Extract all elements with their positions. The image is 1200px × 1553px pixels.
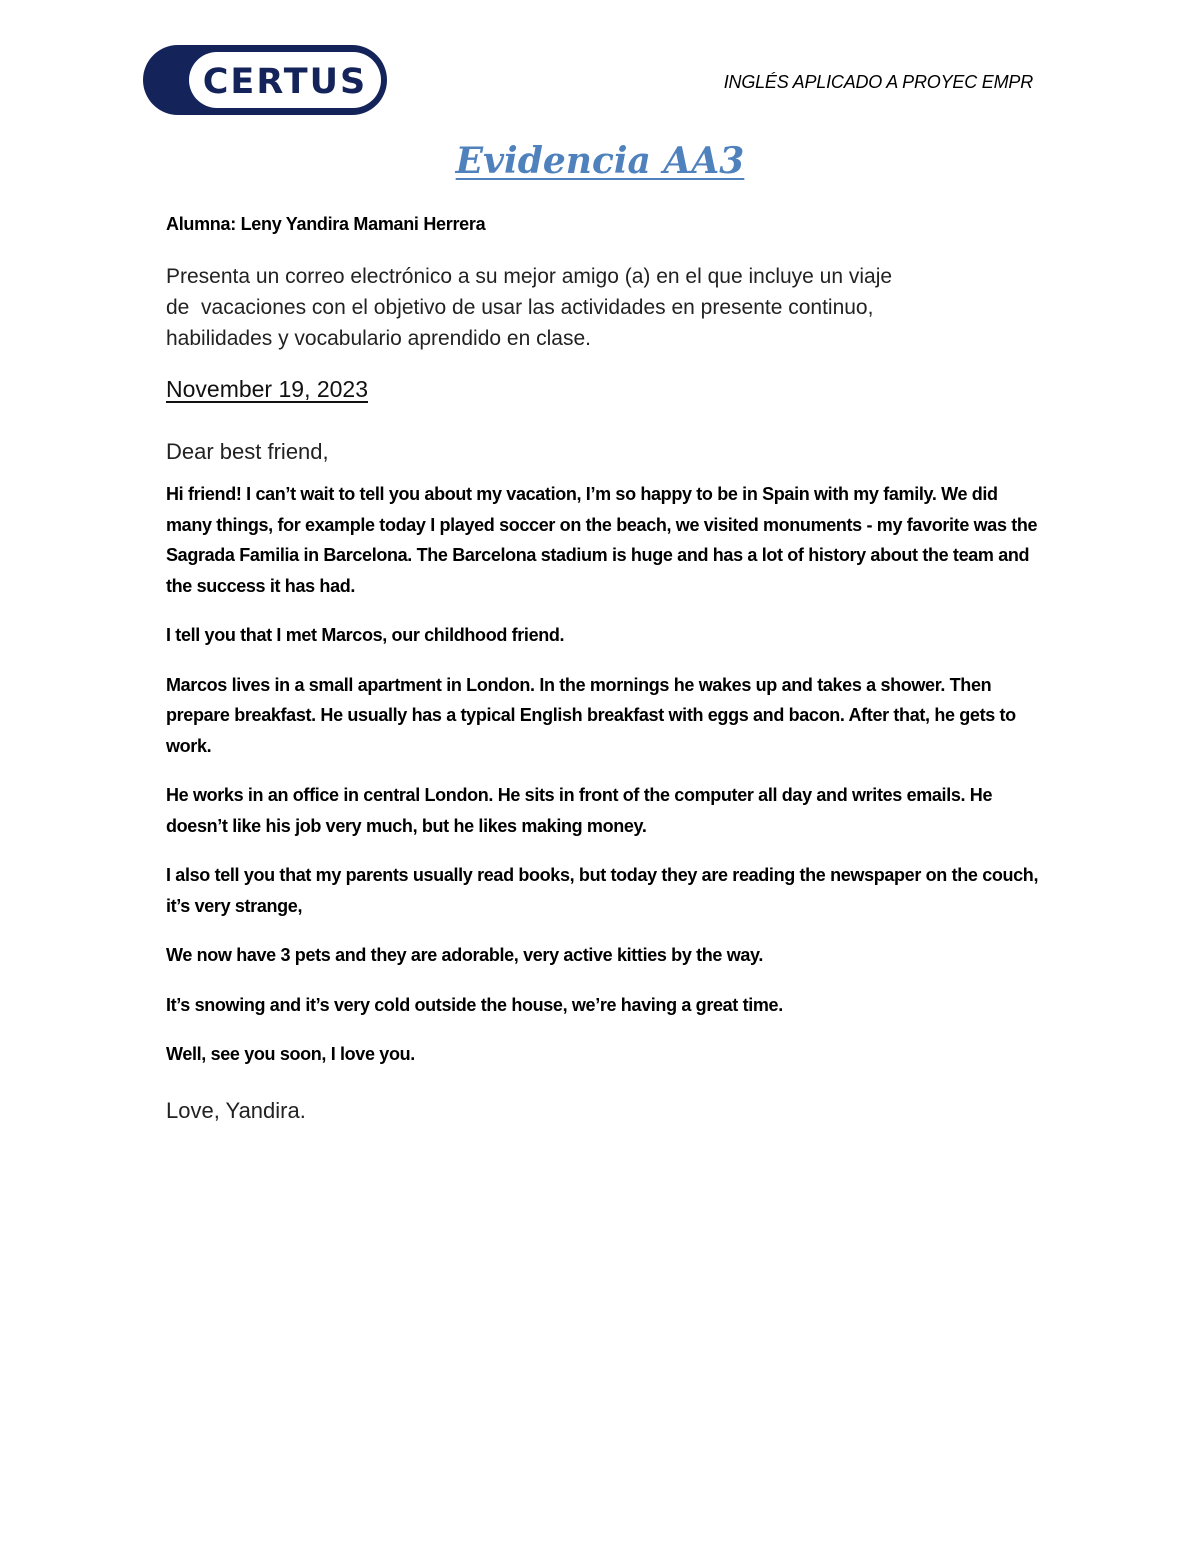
student-name: Alumna: Leny Yandira Mamani Herrera bbox=[166, 214, 486, 234]
body-paragraph: Hi friend! I can’t wait to tell you about my vacation, I’m so happy to be in Spain with my family. We did many things, for example today I played soccer on the beach, we visited monuments - my favorite was the Sagrada Familia in Barcelona. The Barcelona stadium is huge and has a lot of history about the team and the success it has had. bbox=[166, 484, 1038, 596]
svg-text:CERTUS: CERTUS bbox=[202, 62, 368, 102]
letter-signoff: Love, Yandira. bbox=[166, 1098, 306, 1123]
body-paragraph: He works in an office in central London. He sits in front of the computer all day and writes emails. He doesn’t like his job very much, but he likes making money. bbox=[166, 785, 993, 836]
body-paragraph: It’s snowing and it’s very cold outside the house, we’re having a great time. bbox=[166, 994, 783, 1015]
certus-logo bbox=[143, 45, 387, 115]
instructions-line: Presenta un correo electrónico a su mejor amigo (a) en el que incluye un viaje bbox=[166, 265, 893, 288]
course-title: INGLÉS APLICADO A PROYEC EMPR bbox=[723, 72, 1033, 92]
body-paragraph: Well, see you soon, I love you. bbox=[166, 1044, 415, 1064]
body-paragraph: We now have 3 pets and they are adorable, very active kitties by the way. bbox=[166, 945, 764, 965]
letter-date: November 19, 2023 bbox=[166, 376, 369, 402]
body-paragraph: I tell you that I met Marcos, our childhood friend. bbox=[166, 625, 565, 645]
document-title: Evidencia AA3 bbox=[455, 140, 745, 182]
body-paragraph: Marcos lives in a small apartment in London. In the mornings he wakes up and takes a shower. Then prepare breakfast. He usually has a typical English breakfast with eggs and bacon. After that, he gets to work. bbox=[166, 674, 1016, 756]
instructions bbox=[166, 261, 966, 354]
instructions-line: de vacaciones con el objetivo de usar las actividades en presente continuo, bbox=[166, 296, 874, 319]
letter-body bbox=[166, 479, 1046, 1089]
instructions-line: habilidades y vocabulario aprendido en clase. bbox=[166, 327, 591, 350]
body-paragraph: I also tell you that my parents usually read books, but today they are reading the newspaper on the couch, it’s very strange, bbox=[166, 865, 1039, 916]
letter-greeting: Dear best friend, bbox=[166, 439, 329, 464]
